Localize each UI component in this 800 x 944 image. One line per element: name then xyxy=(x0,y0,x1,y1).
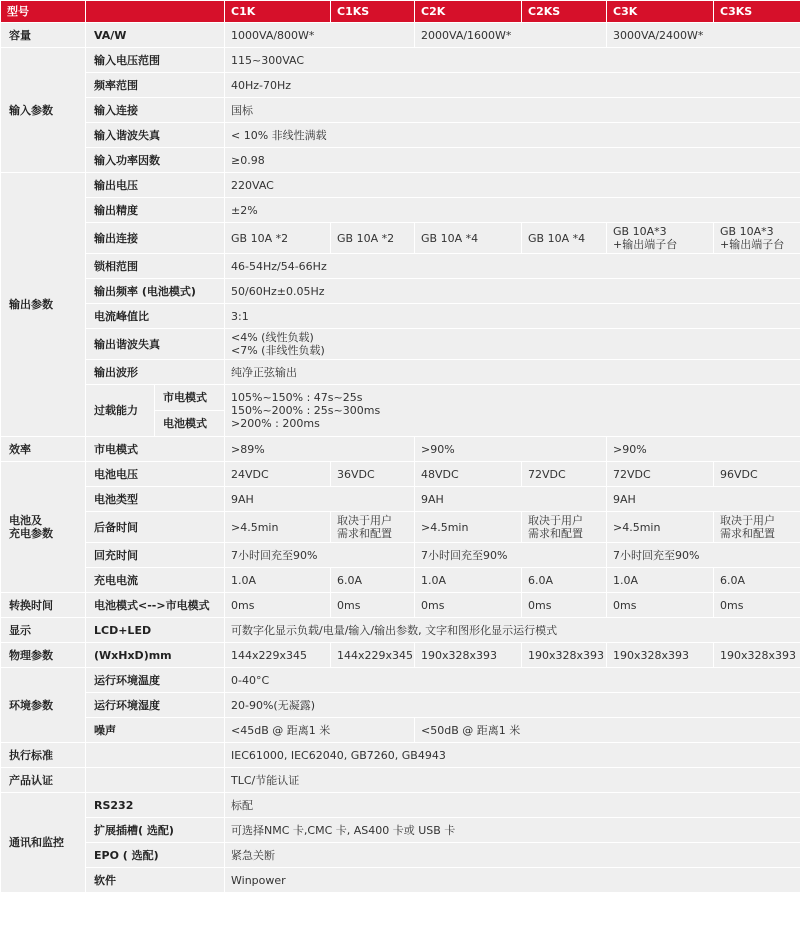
comms-software-label: 软件 xyxy=(86,868,224,892)
physical-c1ks: 144x229x345 xyxy=(331,643,414,667)
env-humidity-row xyxy=(1,693,800,717)
battery-voltage-c1k: 24VDC xyxy=(225,462,330,486)
transfer-c2ks: 0ms xyxy=(522,593,606,617)
battery-group: 电池及 充电参数 xyxy=(1,462,85,592)
standards-value: IEC61000, IEC62040, GB7260, GB4943 xyxy=(225,743,800,767)
output-voltage-value: 220VAC xyxy=(225,173,800,197)
output-phaselock-value: 46-54Hz/54-66Hz xyxy=(225,254,800,278)
transfer-c2k: 0ms xyxy=(415,593,521,617)
env-noise-label: 噪声 xyxy=(86,718,224,742)
battery-recharge-c1: 7小时回充至90% xyxy=(225,543,414,567)
output-group: 输出参数 xyxy=(1,173,85,436)
battery-voltage-c3ks: 96VDC xyxy=(714,462,800,486)
input-group: 输入参数 xyxy=(1,48,85,172)
comms-software-row xyxy=(1,868,800,892)
capacity-unit: VA/W xyxy=(86,23,224,47)
battery-voltage-c3k: 72VDC xyxy=(607,462,713,486)
battery-backup-label: 后备时间 xyxy=(86,512,224,542)
output-crest-value: 3:1 xyxy=(225,304,800,328)
output-connection-c2ks: GB 10A *4 xyxy=(522,223,606,253)
output-voltage-label: 输出电压 xyxy=(86,173,224,197)
output-thd-value: <4% (线性负载) <7% (非线性负载) xyxy=(225,329,800,359)
env-group: 环境参数 xyxy=(1,668,85,742)
env-noise-c23: <50dB @ 距离1 米 xyxy=(415,718,800,742)
model-c1k: C1K xyxy=(225,1,330,22)
comms-group: 通讯和监控 xyxy=(1,793,85,892)
standards-blank xyxy=(86,743,224,767)
battery-recharge-label: 回充时间 xyxy=(86,543,224,567)
model-c3ks: C3KS xyxy=(714,1,800,22)
comms-slot-label: 扩展插槽( 选配) xyxy=(86,818,224,842)
comms-rs232-row xyxy=(1,793,800,817)
transfer-c3ks: 0ms xyxy=(714,593,800,617)
capacity-group: 容量 xyxy=(1,23,85,47)
efficiency-c2: >90% xyxy=(415,437,606,461)
input-frequency-value: 40Hz-70Hz xyxy=(225,73,800,97)
certification-blank xyxy=(86,768,224,792)
output-waveform-row xyxy=(1,360,800,384)
capacity-c1: 1000VA/800W* xyxy=(225,23,414,47)
output-thd-label: 输出谐波失真 xyxy=(86,329,224,359)
battery-voltage-row xyxy=(1,462,800,486)
battery-recharge-row xyxy=(1,543,800,567)
display-row xyxy=(1,618,800,642)
env-temp-value: 0-40°C xyxy=(225,668,800,692)
display-group: 显示 xyxy=(1,618,85,642)
comms-slot-value: 可选择NMC 卡,CMC 卡, AS400 卡或 USB 卡 xyxy=(225,818,800,842)
capacity-row xyxy=(1,23,800,47)
battery-current-c3ks: 6.0A xyxy=(714,568,800,592)
efficiency-c3: >90% xyxy=(607,437,800,461)
comms-epo-label: EPO ( 选配) xyxy=(86,843,224,867)
model-label: 型号 xyxy=(1,1,85,22)
physical-c2ks: 190x328x393 xyxy=(522,643,606,667)
battery-current-c3k: 1.0A xyxy=(607,568,713,592)
output-connection-row xyxy=(1,223,800,253)
standards-group: 执行标准 xyxy=(1,743,85,767)
input-thd-value: < 10% 非线性满载 xyxy=(225,123,800,147)
output-connection-c1k: GB 10A *2 xyxy=(225,223,330,253)
battery-current-row xyxy=(1,568,800,592)
input-connection-row xyxy=(1,98,800,122)
physical-row xyxy=(1,643,800,667)
physical-c3k: 190x328x393 xyxy=(607,643,713,667)
input-connection-value: 国标 xyxy=(225,98,800,122)
efficiency-c1: >89% xyxy=(225,437,414,461)
output-phaselock-row xyxy=(1,254,800,278)
battery-voltage-c2ks: 72VDC xyxy=(522,462,606,486)
standards-row xyxy=(1,743,800,767)
capacity-c3: 3000VA/2400W* xyxy=(607,23,800,47)
input-voltage-row xyxy=(1,48,800,72)
physical-c2k: 190x328x393 xyxy=(415,643,521,667)
battery-current-c2k: 1.0A xyxy=(415,568,521,592)
header-row xyxy=(1,1,800,22)
output-connection-c2k: GB 10A *4 xyxy=(415,223,521,253)
model-c2k: C2K xyxy=(415,1,521,22)
input-voltage-label: 输入电压范围 xyxy=(86,48,224,72)
battery-backup-c2ks: 取决于用户 需求和配置 xyxy=(522,512,606,542)
output-battfreq-row xyxy=(1,279,800,303)
efficiency-group: 效率 xyxy=(1,437,85,461)
output-accuracy-label: 输出精度 xyxy=(86,198,224,222)
output-battfreq-label: 输出频率 (电池模式) xyxy=(86,279,224,303)
input-voltage-value: 115~300VAC xyxy=(225,48,800,72)
env-noise-c1: <45dB @ 距离1 米 xyxy=(225,718,414,742)
env-temp-label: 运行环境温度 xyxy=(86,668,224,692)
output-waveform-label: 输出波形 xyxy=(86,360,224,384)
transfer-c1ks: 0ms xyxy=(331,593,414,617)
battery-backup-c3k: >4.5min xyxy=(607,512,713,542)
efficiency-mode: 市电模式 xyxy=(86,437,224,461)
env-humidity-value: 20-90%(无凝露) xyxy=(225,693,800,717)
transfer-group: 转换时间 xyxy=(1,593,85,617)
output-accuracy-value: ±2% xyxy=(225,198,800,222)
model-c2ks: C2KS xyxy=(522,1,606,22)
battery-voltage-label: 电池电压 xyxy=(86,462,224,486)
battery-current-c1ks: 6.0A xyxy=(331,568,414,592)
output-connection-c1ks: GB 10A *2 xyxy=(331,223,414,253)
output-battfreq-value: 50/60Hz±0.05Hz xyxy=(225,279,800,303)
display-type: LCD+LED xyxy=(86,618,224,642)
input-frequency-label: 频率范围 xyxy=(86,73,224,97)
input-thd-label: 输入谐波失真 xyxy=(86,123,224,147)
output-phaselock-label: 锁相范围 xyxy=(86,254,224,278)
battery-backup-c3ks: 取决于用户 需求和配置 xyxy=(714,512,800,542)
input-connection-label: 输入连接 xyxy=(86,98,224,122)
efficiency-row xyxy=(1,437,800,461)
physical-c3ks: 190x328x393 xyxy=(714,643,800,667)
comms-epo-value: 紧急关断 xyxy=(225,843,800,867)
output-accuracy-row xyxy=(1,198,800,222)
battery-type-label: 电池类型 xyxy=(86,487,224,511)
transfer-row xyxy=(1,593,800,617)
input-pf-row xyxy=(1,148,800,172)
battery-type-row xyxy=(1,487,800,511)
comms-slot-row xyxy=(1,818,800,842)
comms-rs232-label: RS232 xyxy=(86,793,224,817)
output-voltage-row xyxy=(1,173,800,197)
transfer-c3k: 0ms xyxy=(607,593,713,617)
battery-type-c1: 9AH xyxy=(225,487,414,511)
env-humidity-label: 运行环境湿度 xyxy=(86,693,224,717)
battery-type-c3: 9AH xyxy=(607,487,800,511)
output-overload-mains: 市电模式 xyxy=(155,385,224,410)
input-frequency-row xyxy=(1,73,800,97)
output-overload-row xyxy=(1,385,800,410)
battery-backup-c1ks: 取决于用户 需求和配置 xyxy=(331,512,414,542)
output-connection-c3ks: GB 10A*3 +输出端子台 xyxy=(714,223,800,253)
physical-group: 物理参数 xyxy=(1,643,85,667)
output-crest-row xyxy=(1,304,800,328)
output-overload-label: 过载能力 xyxy=(86,385,154,436)
certification-group: 产品认证 xyxy=(1,768,85,792)
transfer-c1k: 0ms xyxy=(225,593,330,617)
battery-type-c2: 9AH xyxy=(415,487,606,511)
comms-epo-row xyxy=(1,843,800,867)
battery-current-c1k: 1.0A xyxy=(225,568,330,592)
output-overload-battery: 电池模式 xyxy=(155,411,224,436)
model-c1ks: C1KS xyxy=(331,1,414,22)
input-pf-value: ≥0.98 xyxy=(225,148,800,172)
battery-current-c2ks: 6.0A xyxy=(522,568,606,592)
input-pf-label: 输入功率因数 xyxy=(86,148,224,172)
battery-backup-c2k: >4.5min xyxy=(415,512,521,542)
output-waveform-value: 纯净正弦输出 xyxy=(225,360,800,384)
comms-software-value: Winpower xyxy=(225,868,800,892)
battery-current-label: 充电电流 xyxy=(86,568,224,592)
env-temp-row xyxy=(1,668,800,692)
input-thd-row xyxy=(1,123,800,147)
battery-recharge-c2: 7小时回充至90% xyxy=(415,543,606,567)
battery-recharge-c3: 7小时回充至90% xyxy=(607,543,800,567)
certification-row xyxy=(1,768,800,792)
physical-c1k: 144x229x345 xyxy=(225,643,330,667)
battery-backup-c1k: >4.5min xyxy=(225,512,330,542)
output-overload-value: 105%~150% : 47s~25s 150%~200% : 25s~300ms >200% : 200ms xyxy=(225,385,800,436)
capacity-c2: 2000VA/1600W* xyxy=(415,23,606,47)
model-c3k: C3K xyxy=(607,1,713,22)
output-thd-row xyxy=(1,329,800,359)
output-connection-c3k: GB 10A*3 +输出端子台 xyxy=(607,223,713,253)
battery-voltage-c1ks: 36VDC xyxy=(331,462,414,486)
transfer-mode: 电池模式<-->市电模式 xyxy=(86,593,224,617)
output-crest-label: 电流峰值比 xyxy=(86,304,224,328)
header-blank xyxy=(86,1,224,22)
env-noise-row xyxy=(1,718,800,742)
physical-dims: (WxHxD)mm xyxy=(86,643,224,667)
display-value: 可数字化显示负载/电量/输入/输出参数, 文字和图形化显示运行模式 xyxy=(225,618,800,642)
battery-backup-row xyxy=(1,512,800,542)
output-connection-label: 输出连接 xyxy=(86,223,224,253)
comms-rs232-value: 标配 xyxy=(225,793,800,817)
certification-value: TLC/节能认证 xyxy=(225,768,800,792)
battery-voltage-c2k: 48VDC xyxy=(415,462,521,486)
